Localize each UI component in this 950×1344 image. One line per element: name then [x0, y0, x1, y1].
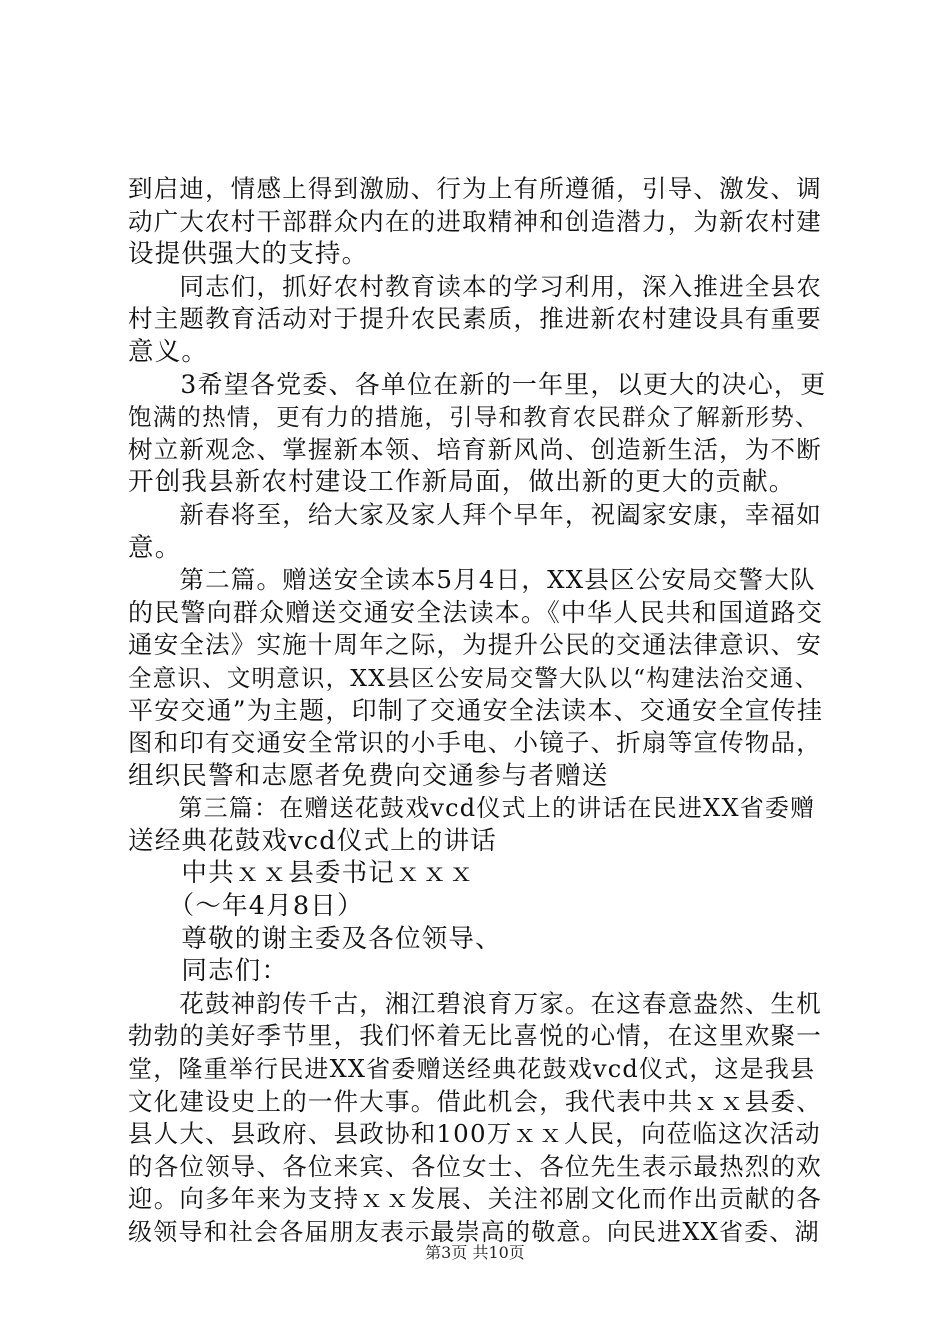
text-line: 全意识、文明意识，XX县区公安局交警大队以“构建法治交通、 — [128, 663, 820, 692]
text-line: 动广大农村干部群众内在的进取精神和创造潜力，为新农村建 — [128, 206, 822, 236]
text-line: 堂，隆重举行民进XX省委赠送经典花鼓戏vcd仪式，这是我县 — [128, 1055, 816, 1084]
page-number-footer: 第3页 共10页 — [425, 1243, 525, 1262]
text-line: 到启迪，情感上得到激励、行为上有所遵循，引导、激发、调 — [128, 174, 822, 203]
text-line: 同志们： — [128, 956, 289, 987]
text-line: 树立新观念、掌握新本领、培育新风尚、创造新生活，为不断 — [128, 434, 822, 464]
text-line: 村主题教育活动对于提升农民素质，推进新农村建设具有重要 — [128, 304, 822, 334]
text-line: 送经典花鼓戏vcd仪式上的讲话 — [128, 825, 498, 856]
text-line: 勃勃的美好季节里，我们怀着无比喜悦的心情，在这里欢聚一 — [128, 1021, 822, 1051]
text-line: 迎。向多年来为支持ｘｘ发展、关注祁剧文化而作出贡献的各 — [128, 1184, 822, 1214]
text-line: 的民警向群众赠送交通安全法读本。《中华人民共和国道路交 — [128, 597, 823, 627]
text-line: 3希望各党委、各单位在新的一年里，以更大的决心，更 — [128, 369, 827, 399]
text-line: 意。 — [128, 532, 182, 563]
text-line: 饱满的热情，更有力的措施，引导和教育农民群众了解新形势、 — [128, 403, 820, 432]
text-line: 同志们，抓好农村教育读本的学习利用，深入推进全县农 — [128, 271, 822, 301]
text-line: 尊敬的谢主委及各位领导、 — [128, 923, 502, 954]
text-line: （～年4月8日） — [128, 891, 364, 922]
text-line: 开创我县新农村建设工作新局面，做出新的更大的贡献。 — [128, 467, 796, 498]
text-line: 级领导和社会各届朋友表示最崇高的敬意。向民进XX省委、湖 — [128, 1218, 820, 1246]
text-line: 的各位领导、各位来宾、各位女士、各位先生表示最热烈的欢 — [128, 1151, 822, 1181]
text-line: 设提供强大的支持。 — [128, 239, 369, 270]
text-line: 花鼓神韵传千古，湘江碧浪育万家。在这春意盎然、生机 — [128, 988, 822, 1018]
text-line: 县人大、县政府、县政协和100万ｘｘ人民，向莅临这次活动 — [128, 1119, 821, 1149]
text-line: 平安交通”为主题，印制了交通安全法读本、交通安全宣传挂 — [128, 695, 824, 725]
text-line: 图和印有交通安全常识的小手电、小镜子、折扇等宣传物品， — [128, 728, 822, 758]
text-line: 第二篇。赠送安全读本5月4日，XX县区公安局交警大队 — [128, 565, 816, 595]
text-line: 通安全法》实施十周年之际，为提升公民的交通法律意识、安 — [128, 630, 822, 660]
text-line: 第三篇：在赠送花鼓戏vcd仪式上的讲话在民进XX省委赠 — [128, 794, 816, 823]
text-line: 文化建设史上的一件大事。借此机会，我代表中共ｘｘ县委、 — [128, 1086, 822, 1116]
text-line: 新春将至，给大家及家人拜个早年，祝阖家安康，幸福如 — [128, 499, 822, 529]
text-line: 中共ｘｘ县委书记ｘｘｘ — [128, 858, 476, 889]
text-line: 组织民警和志愿者免费向交通参与者赠送 — [128, 760, 609, 791]
document-body — [128, 173, 828, 1249]
text-line: 意义。 — [128, 336, 209, 367]
